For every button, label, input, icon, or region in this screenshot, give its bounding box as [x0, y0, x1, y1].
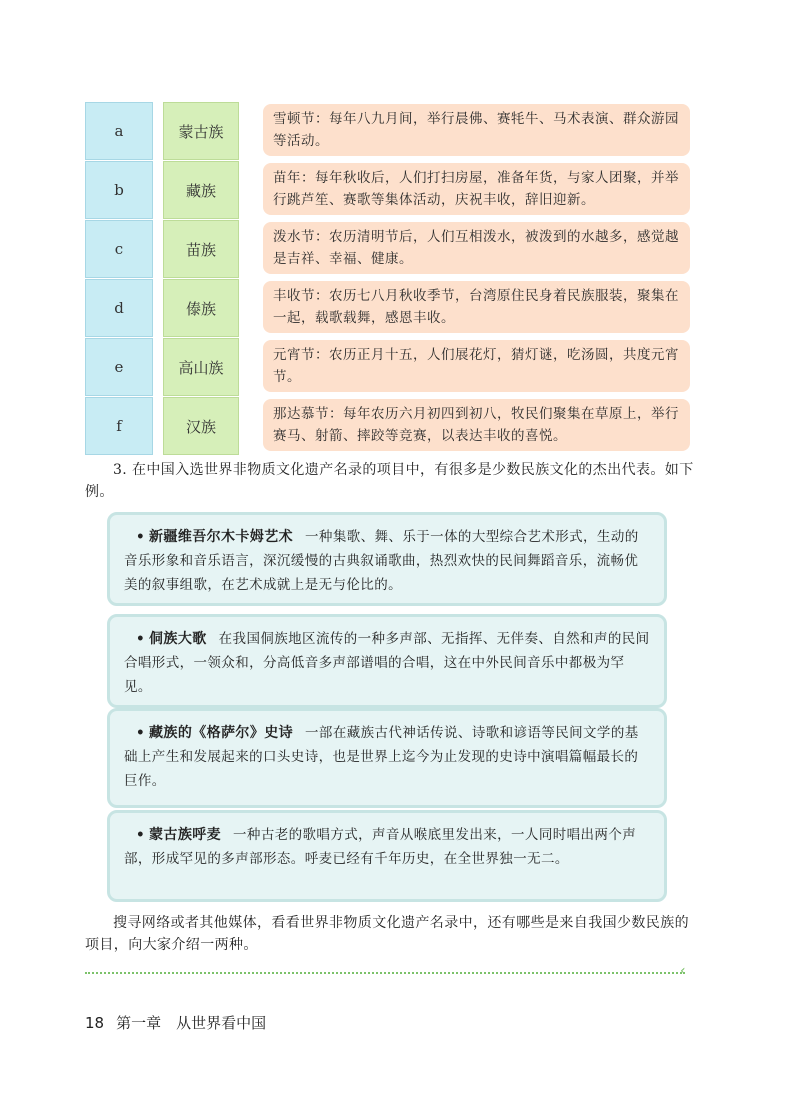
- match-row: [85, 279, 690, 337]
- festival-description: 泼水节：农历清明节后，人们互相泼水，被泼到的水越多，感觉越是吉祥、幸福、健康。: [263, 222, 690, 274]
- page-footer: [85, 1012, 266, 1033]
- heritage-item-box: [107, 708, 667, 808]
- bullet: •: [136, 827, 146, 843]
- letter-cell: f: [85, 397, 153, 455]
- ethnic-group-cell: 高山族: [163, 338, 239, 396]
- heritage-item-box: [107, 512, 667, 606]
- bullet: •: [136, 529, 146, 545]
- ethnic-group-cell: 傣族: [163, 279, 239, 337]
- letter-cell: d: [85, 279, 153, 337]
- ethnic-group-cell: 藏族: [163, 161, 239, 219]
- heritage-item-text: 在我国侗族地区流传的一种多声部、无指挥、无伴奏、自然和声的民间合唱形式，一领众和，分高低音多声部谱唱的合唱，这在中外民间音乐中都极为罕见。: [124, 631, 650, 695]
- ethnic-group-cell: 苗族: [163, 220, 239, 278]
- page-number: 18: [85, 1014, 105, 1032]
- festival-description: 丰收节：农历七八月秋收季节，台湾原住民身着民族服装，聚集在一起，载歌载舞，感恩丰收。: [263, 281, 690, 333]
- heritage-item-text: 一种集歌、舞、乐于一体的大型综合艺术形式，生动的音乐形象和音乐语言，深沉缓慢的古典叙诵歌曲，热烈欢快的民间舞蹈音乐，流畅优美的叙事组歌，在艺术成就上是无与伦比的。: [124, 529, 639, 593]
- bullet: •: [136, 631, 146, 647]
- letter-cell: e: [85, 338, 153, 396]
- heritage-item-text: 一部在藏族古代神话传说、诗歌和谚语等民间文学的基础上产生和发展起来的口头史诗，也是世界上迄今为止发现的史诗中演唱篇幅最长的巨作。: [124, 725, 639, 789]
- match-row: [85, 220, 690, 278]
- closing-paragraph: 搜寻网络或者其他媒体，看看世界非物质文化遗产名录中，还有哪些是来自我国少数民族的项目，向大家介绍一两种。: [85, 915, 689, 953]
- heritage-item-text: 一种古老的歌唱方式，声音从喉底里发出来，一人同时唱出两个声部，形成罕见的多声部形态。呼麦已经有千年历史，在全世界独一无二。: [124, 827, 637, 867]
- festival-description: 苗年：每年秋收后，人们打扫房屋，准备年货，与家人团聚，并举行跳芦笙、赛歌等集体活动，庆祝丰收，辞旧迎新。: [263, 163, 690, 215]
- match-row: [85, 161, 690, 219]
- bullet: •: [136, 725, 146, 741]
- heritage-item-title: 侗族大歌: [149, 631, 207, 647]
- match-row: [85, 338, 690, 396]
- ethnic-group-cell: 汉族: [163, 397, 239, 455]
- heritage-item-title: 蒙古族呼麦: [149, 827, 222, 843]
- arrow-left-icon: ‹: [680, 963, 686, 979]
- letter-cell: c: [85, 220, 153, 278]
- matching-table: [85, 102, 690, 456]
- heritage-item-box: [107, 614, 667, 708]
- letter-cell: a: [85, 102, 153, 160]
- festival-description: 那达慕节：每年农历六月初四到初八，牧民们聚集在草原上，举行赛马、射箭、摔跤等竞赛，以表达丰收的喜悦。: [263, 399, 690, 451]
- festival-description: 雪顿节：每年八九月间，举行晨佛、赛牦牛、马术表演、群众游园等活动。: [263, 104, 690, 156]
- ethnic-group-cell: 蒙古族: [163, 102, 239, 160]
- letter-cell: b: [85, 161, 153, 219]
- heritage-item-title: 藏族的《格萨尔》史诗: [149, 725, 294, 741]
- heritage-item-title: 新疆维吾尔木卡姆艺术: [149, 529, 294, 545]
- match-row: [85, 102, 690, 160]
- festival-description: 元宵节：农历正月十五，人们展花灯，猜灯谜，吃汤圆，共度元宵节。: [263, 340, 690, 392]
- match-row: [85, 397, 690, 455]
- intro-paragraph: 3. 在中国入选世界非物质文化遗产名录的项目中，有很多是少数民族文化的杰出代表。如下例。: [85, 462, 694, 500]
- heritage-item-box: [107, 810, 667, 902]
- dotted-divider: [85, 972, 685, 974]
- chapter-title: 第一章 从世界看中国: [116, 1014, 267, 1032]
